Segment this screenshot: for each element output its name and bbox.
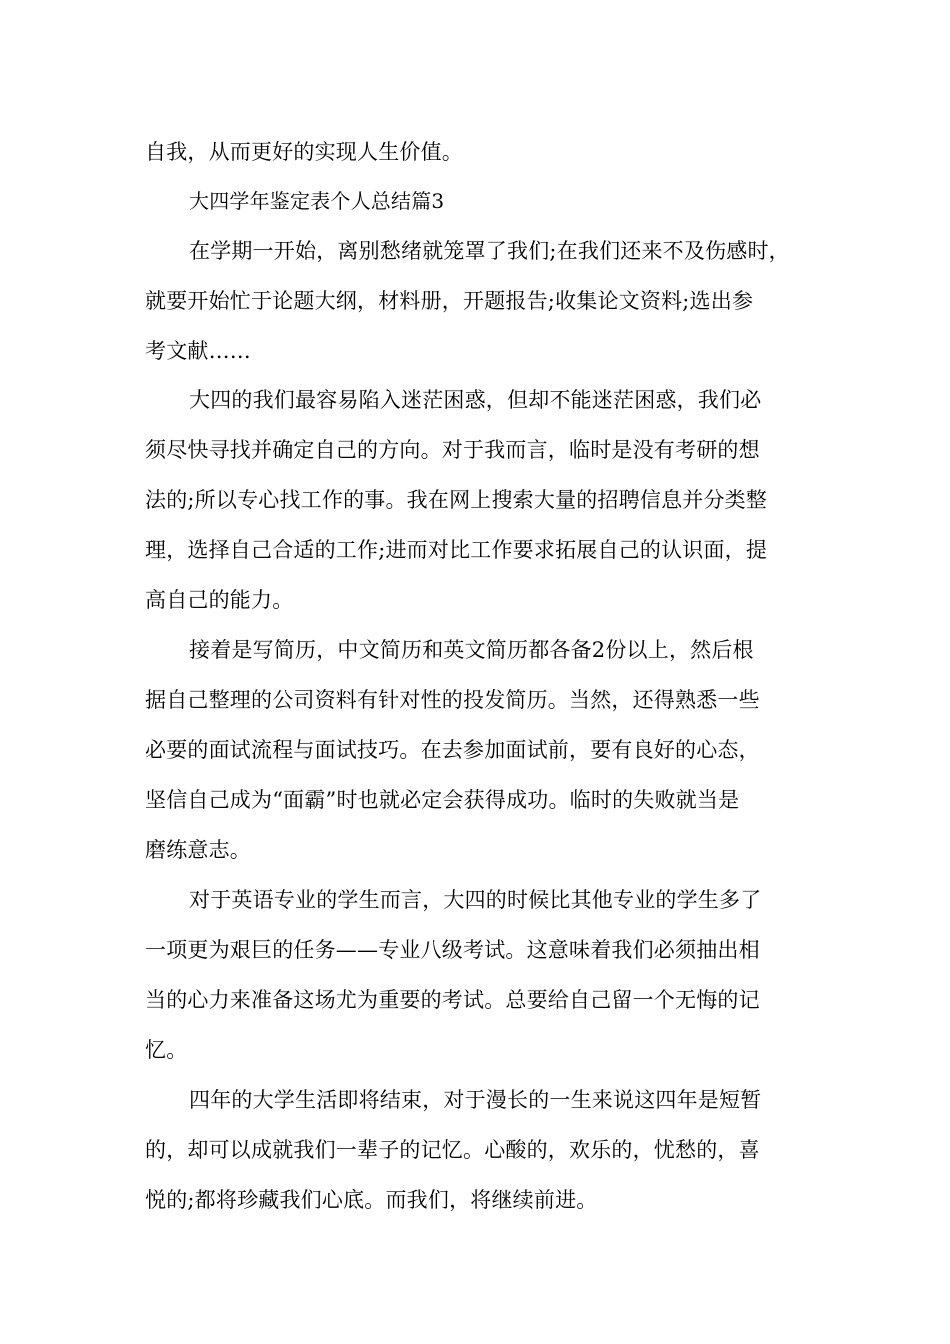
text-line: 四年的大学生活即将结束，对于漫长的一生来说这四年是短暂 bbox=[189, 1088, 762, 1112]
text-line: 必要的面试流程与面试技巧。在去参加面试前，要有良好的心态， bbox=[145, 738, 760, 762]
text-line: 考文献…… bbox=[145, 339, 251, 363]
text-line: 据自己整理的公司资料有针对性的投发简历。当然，还得熟悉一些 bbox=[145, 688, 760, 712]
text-line: 法的;所以专心找工作的事。我在网上搜索大量的招聘信息并分类整 bbox=[145, 488, 768, 512]
text-line: 高自己的能力。 bbox=[145, 588, 294, 612]
text-line: 坚信自己成为“面霸”时也就必定会获得成功。临时的失败就当是 bbox=[145, 788, 740, 812]
text-line: 自我，从而更好的实现人生价值。 bbox=[145, 140, 463, 164]
text-line: 的，却可以成就我们一辈子的记忆。心酸的，欢乐的，忧愁的，喜 bbox=[145, 1138, 760, 1162]
text-line: 大四的我们最容易陷入迷茫困惑，但却不能迷茫困惑，我们必 bbox=[189, 388, 762, 412]
text-line: 理，选择自己合适的工作;进而对比工作要求拓展自己的认识面，提 bbox=[145, 538, 768, 562]
text-line: 一项更为艰巨的任务——专业八级考试。这意味着我们必须抽出相 bbox=[145, 938, 760, 962]
section-heading: 大四学年鉴定表个人总结篇3 bbox=[189, 189, 445, 213]
text-line: 对于英语专业的学生而言，大四的时候比其他专业的学生多了 bbox=[189, 888, 762, 912]
text-line: 磨练意志。 bbox=[145, 838, 251, 862]
text-line: 悦的;都将珍藏我们心底。而我们，将继续前进。 bbox=[145, 1188, 598, 1212]
text-line: 就要开始忙于论题大纲，材料册，开题报告;收集论文资料;选出参 bbox=[145, 289, 754, 313]
text-line: 忆。 bbox=[145, 1038, 188, 1062]
text-line: 须尽快寻找并确定自己的方向。对于我而言，临时是没有考研的想 bbox=[145, 438, 760, 462]
text-line: 接着是写简历，中文简历和英文简历都各备2份以上，然后根 bbox=[189, 638, 754, 662]
text-line: 在学期一开始，离别愁绪就笼罩了我们;在我们还来不及伤感时， bbox=[189, 239, 790, 263]
text-line: 当的心力来准备这场尤为重要的考试。总要给自己留一个无悔的记 bbox=[145, 988, 760, 1012]
